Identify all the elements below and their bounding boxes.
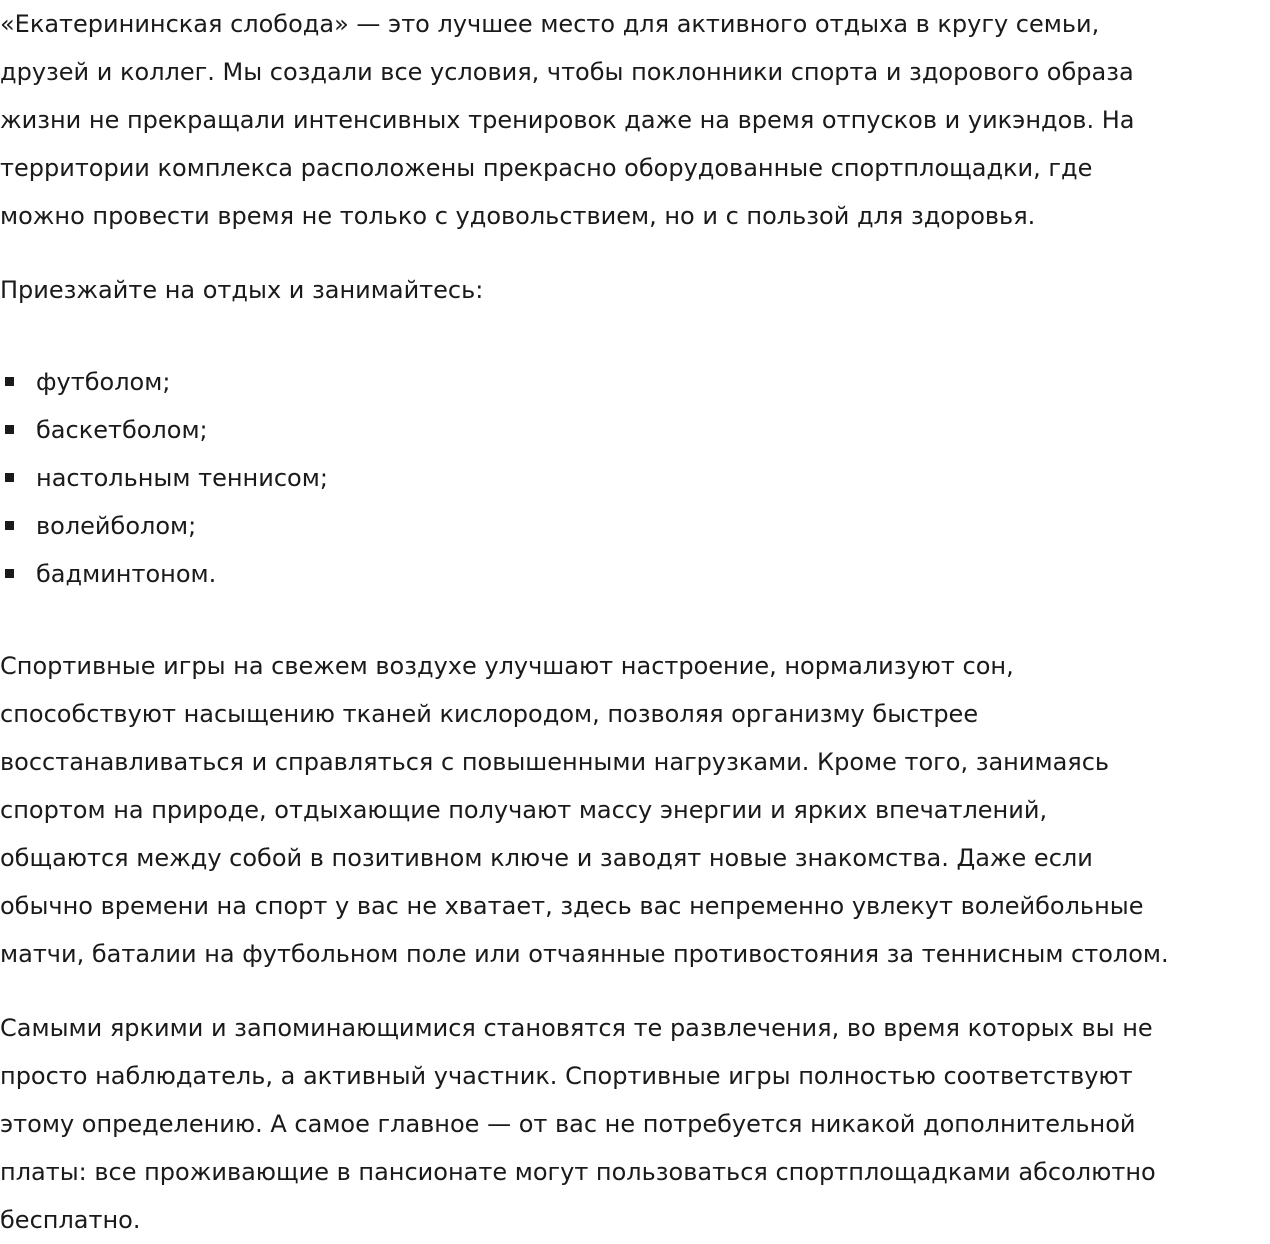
text-line: «Екатерининская слобода» — это лучшее место для активного отдыха в кругу семьи, [0, 10, 1100, 38]
intro-paragraph [0, 0, 1270, 240]
list-item-label: бадминтоном. [36, 560, 217, 588]
square-bullet-icon [5, 473, 14, 482]
closing-paragraph [0, 1004, 1270, 1244]
list-item [0, 502, 328, 550]
list-item-label: волейболом; [36, 512, 197, 540]
list-item-label: настольным теннисом; [36, 464, 328, 492]
text-line: можно провести время не только с удовольствием, но и с пользой для здоровья. [0, 202, 1036, 230]
text-line: этому определению. А самое главное — от вас не потребуется никакой дополнительной [0, 1110, 1136, 1138]
list-item [0, 406, 328, 454]
text-line: восстанавливаться и справляться с повышенными нагрузками. Кроме того, занимаясь [0, 748, 1110, 776]
text-line: бесплатно. [0, 1206, 141, 1234]
text-line: обычно времени на спорт у вас не хватает, здесь вас непременно увлекут волейбольные [0, 892, 1144, 920]
square-bullet-icon [5, 521, 14, 530]
square-bullet-icon [5, 425, 14, 434]
sports-list [0, 358, 328, 598]
text-line: Самыми яркими и запоминающимися становятся те развлечения, во время которых вы не [0, 1014, 1153, 1042]
list-item [0, 550, 328, 598]
list-item-label: баскетболом; [36, 416, 208, 444]
benefits-paragraph [0, 642, 1270, 978]
list-item [0, 358, 328, 406]
text-line: спортом на природе, отдыхающие получают массу энергии и ярких впечатлений, [0, 796, 1048, 824]
lead-paragraph: Приезжайте на отдых и занимайтесь: [0, 276, 484, 304]
text-line: общаются между собой в позитивном ключе и заводят новые знакомства. Даже если [0, 844, 1093, 872]
list-item [0, 454, 328, 502]
text-line: друзей и коллег. Мы создали все условия, чтобы поклонники спорта и здорового образа [0, 58, 1134, 86]
square-bullet-icon [5, 377, 14, 386]
list-item-label: футболом; [36, 368, 171, 396]
text-line: способствуют насыщению тканей кислородом, позволяя организму быстрее [0, 700, 979, 728]
text-line: матчи, баталии на футбольном поле или отчаянные противостояния за теннисным столом. [0, 940, 1169, 968]
text-line: жизни не прекращали интенсивных тренировок даже на время отпусков и уикэндов. На [0, 106, 1135, 134]
text-line: платы: все проживающие в пансионате могут пользоваться спортплощадками абсолютно [0, 1158, 1156, 1186]
square-bullet-icon [5, 569, 14, 578]
text-line: Спортивные игры на свежем воздухе улучшают настроение, нормализуют сон, [0, 652, 1014, 680]
text-line: просто наблюдатель, а активный участник. Спортивные игры полностью соответствуют [0, 1062, 1133, 1090]
text-line: территории комплекса расположены прекрасно оборудованные спортплощадки, где [0, 154, 1093, 182]
